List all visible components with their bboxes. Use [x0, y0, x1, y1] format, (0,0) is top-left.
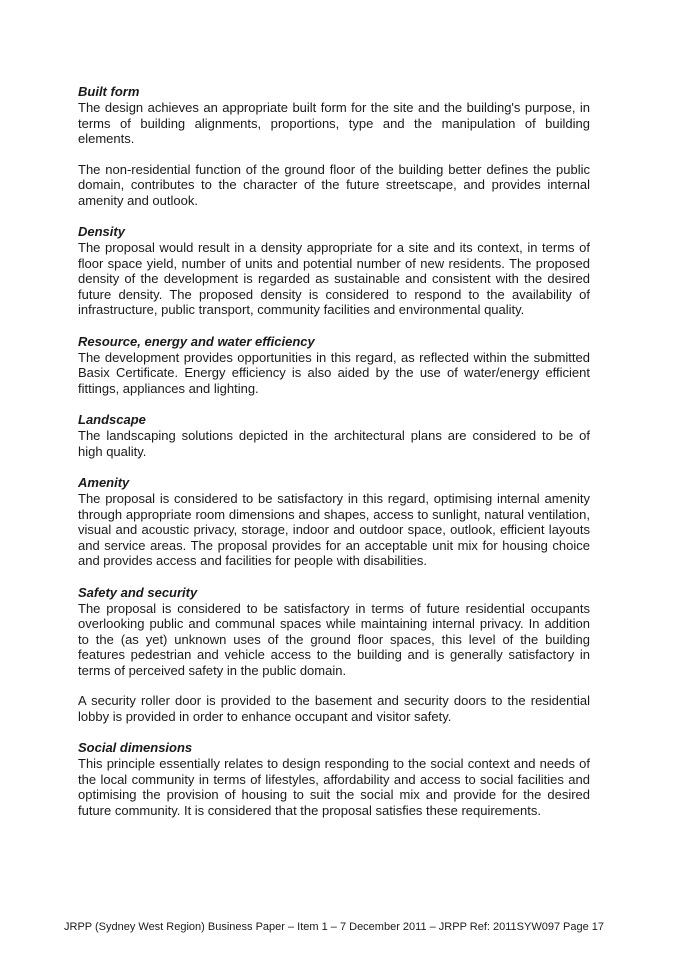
- section-amenity: [78, 475, 590, 569]
- section-resource-efficiency: [78, 334, 590, 397]
- section-paragraph: The non-residential function of the ground floor of the building better defines the public domain, contributes to the character of the future streetscape, and provides internal amenity and outlook.: [78, 161, 590, 208]
- section-heading: Safety and security: [78, 584, 198, 600]
- section-paragraph: The proposal is considered to be satisfactory in this regard, optimising internal amenity through appropriate room dimensions and shapes, access to sunlight, natural ventilation, visual and acoustic privacy, storage, indoor and outdoor space, outlook, efficient layouts and service areas. The proposal provides for an acceptable unit mix for housing choice and provides access and facilities for people with disabilities.: [78, 491, 590, 568]
- section-heading: Social dimensions: [78, 740, 193, 755]
- section-paragraph: The landscaping solutions depicted in the architectural plans are considered to be of high quality.: [78, 428, 590, 459]
- section-density: [78, 224, 590, 318]
- section-paragraph: The design achieves an appropriate built form for the site and the building's purpose, in terms of building alignments, proportions, type and the manipulation of building elements.: [78, 100, 590, 146]
- section-heading: Density: [78, 224, 125, 239]
- section-paragraph: The proposal is considered to be satisfactory in terms of future residential occupants overlooking public and communal spaces while maintaining internal privacy. In addition to the (as yet) unknown uses of the ground floor spaces, this level of the building features pedestrian and vehicle access to the building and is generally satisfactory in terms of perceived safety in the public domain.: [78, 600, 590, 678]
- section-paragraph: A security roller door is provided to the basement and security doors to the residential lobby is provided in order to enhance occupant and visitor safety.: [78, 693, 590, 724]
- section-paragraph: The development provides opportunities in this regard, as reflected within the submitted Basix Certificate. Energy efficiency is also aided by the use of water/energy efficient fittings, appliances and lighting.: [78, 349, 590, 396]
- section-heading: Amenity: [78, 475, 130, 490]
- document-body: [78, 84, 590, 818]
- section-paragraph: This principle essentially relates to design responding to the social context and needs of the local community in terms of lifestyles, affordability and access to social facilities and optimising the provision of housing to suit the social mix and provide for the desired future community. It is considered that the proposal satisfies these requirements.: [78, 756, 590, 818]
- footer-reference: JRPP (Sydney West Region) Business Paper – Item 1 – 7 December 2011 – JRPP Ref: 2011SYW097: [64, 921, 561, 933]
- page-number: Page 17: [563, 921, 604, 933]
- section-heading: Built form: [78, 84, 140, 99]
- section-heading: Landscape: [78, 412, 146, 427]
- section-heading: Resource, energy and water efficiency: [78, 333, 315, 349]
- section-paragraph: The proposal would result in a density appropriate for a site and its context, in terms of floor space yield, number of units and potential number of new residents. The proposed density of the development is regarded as sustainable and consistent with the desired future density. The proposed density is considered to respond to the availability of infrastructure, public transport, community facilities and environmental quality.: [78, 240, 590, 317]
- section-social-dimensions: [78, 740, 590, 818]
- section-built-form: [78, 84, 590, 208]
- section-safety-security: [78, 585, 590, 725]
- section-landscape: [78, 412, 590, 459]
